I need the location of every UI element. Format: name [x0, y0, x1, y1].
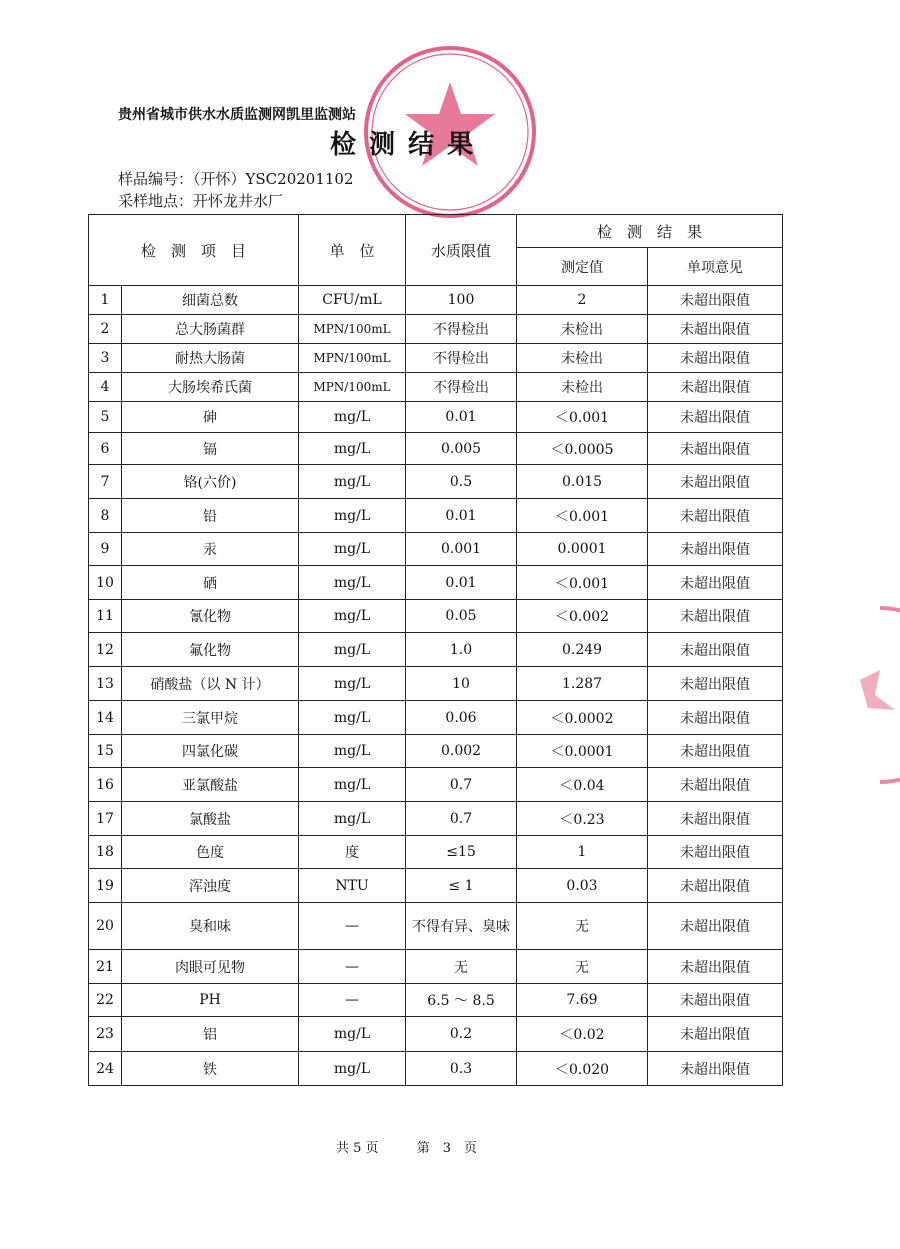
limit-value: 0.005 [406, 433, 517, 465]
opinion: 未超出限值 [648, 566, 783, 600]
row-number: 12 [89, 633, 122, 667]
opinion: 未超出限值 [648, 600, 783, 633]
limit-value: 0.01 [406, 402, 517, 433]
header-result-group: 检 测 结 果 [517, 215, 783, 248]
opinion: 未超出限值 [648, 836, 783, 869]
header-unit: 单 位 [299, 215, 406, 286]
measured-value: ＜0.0002 [517, 701, 648, 735]
unit: mg/L [299, 433, 406, 465]
unit: MPN/100mL [299, 344, 406, 373]
item-name: 肉眼可见物 [122, 950, 299, 984]
unit: MPN/100mL [299, 315, 406, 344]
limit-value: 10 [406, 667, 517, 701]
row-number: 1 [89, 286, 122, 315]
measured-value: 0.0001 [517, 533, 648, 566]
opinion: 未超出限值 [648, 735, 783, 768]
unit: mg/L [299, 499, 406, 533]
unit: mg/L [299, 633, 406, 667]
measured-value: 1.287 [517, 667, 648, 701]
item-name: 耐热大肠菌 [122, 344, 299, 373]
measured-value: ＜0.0001 [517, 735, 648, 768]
unit: mg/L [299, 1052, 406, 1086]
measured-value: ＜0.001 [517, 499, 648, 533]
measured-value: 无 [517, 903, 648, 950]
table-row [89, 566, 783, 600]
sampling-location: 采样地点：开怀龙井水厂 [118, 192, 284, 210]
opinion: 未超出限值 [648, 667, 783, 701]
row-number: 16 [89, 768, 122, 802]
row-number: 8 [89, 499, 122, 533]
unit: mg/L [299, 600, 406, 633]
opinion: 未超出限值 [648, 768, 783, 802]
table-row [89, 869, 783, 903]
organization-name: 贵州省城市供水水质监测网凯里监测站 [118, 107, 356, 123]
unit: NTU [299, 869, 406, 903]
item-name: 镉 [122, 433, 299, 465]
header-opinion: 单项意见 [648, 248, 783, 286]
measured-value: ＜0.23 [517, 802, 648, 836]
measured-value: 1 [517, 836, 648, 869]
opinion: 未超出限值 [648, 984, 783, 1017]
limit-value: 6.5 ～ 8.5 [406, 984, 517, 1017]
limit-value: 不得检出 [406, 344, 517, 373]
item-name: 三氯甲烷 [122, 701, 299, 735]
limit-value: 0.7 [406, 768, 517, 802]
measured-value: 无 [517, 950, 648, 984]
row-number: 24 [89, 1052, 122, 1086]
item-name: 氰化物 [122, 600, 299, 633]
measured-value: ＜0.002 [517, 600, 648, 633]
row-number: 14 [89, 701, 122, 735]
limit-value: ≤ 1 [406, 869, 517, 903]
row-number: 20 [89, 903, 122, 950]
item-name: 硒 [122, 566, 299, 600]
opinion: 未超出限值 [648, 533, 783, 566]
measured-value: ＜0.02 [517, 1017, 648, 1052]
item-name: 大肠埃希氏菌 [122, 373, 299, 402]
item-name: 铅 [122, 499, 299, 533]
item-name: 铬(六价) [122, 465, 299, 499]
item-name: 氯酸盐 [122, 802, 299, 836]
measured-value: ＜0.04 [517, 768, 648, 802]
limit-value: 0.2 [406, 1017, 517, 1052]
table-row [89, 533, 783, 566]
unit: mg/L [299, 465, 406, 499]
measured-value: 未检出 [517, 315, 648, 344]
measured-value: 7.69 [517, 984, 648, 1017]
unit: mg/L [299, 1017, 406, 1052]
row-number: 19 [89, 869, 122, 903]
unit: mg/L [299, 802, 406, 836]
limit-value: 0.002 [406, 735, 517, 768]
opinion: 未超出限值 [648, 869, 783, 903]
limit-value: 1.0 [406, 633, 517, 667]
current-page: 第 3 页 [416, 1141, 477, 1156]
limit-value: 100 [406, 286, 517, 315]
item-name: 铝 [122, 1017, 299, 1052]
limit-value: 0.5 [406, 465, 517, 499]
table-row [89, 667, 783, 701]
table-row [89, 633, 783, 667]
measured-value: ＜0.001 [517, 566, 648, 600]
item-name: 细菌总数 [122, 286, 299, 315]
measured-value: 0.249 [517, 633, 648, 667]
header-measured-value: 测定值 [517, 248, 648, 286]
table-row [89, 499, 783, 533]
limit-value: 不得有异、臭味 [406, 903, 517, 950]
opinion: 未超出限值 [648, 315, 783, 344]
opinion: 未超出限值 [648, 1017, 783, 1052]
item-name: 砷 [122, 402, 299, 433]
opinion: 未超出限值 [648, 286, 783, 315]
table-row [89, 903, 783, 950]
measured-value: ＜0.0005 [517, 433, 648, 465]
unit: — [299, 950, 406, 984]
opinion: 未超出限值 [648, 633, 783, 667]
opinion: 未超出限值 [648, 465, 783, 499]
unit: — [299, 984, 406, 1017]
limit-value: 无 [406, 950, 517, 984]
table-row [89, 950, 783, 984]
limit-value: 0.01 [406, 566, 517, 600]
row-number: 9 [89, 533, 122, 566]
table-row [89, 768, 783, 802]
opinion: 未超出限值 [648, 433, 783, 465]
table-row [89, 701, 783, 735]
row-number: 6 [89, 433, 122, 465]
item-name: 氟化物 [122, 633, 299, 667]
unit: MPN/100mL [299, 373, 406, 402]
row-number: 10 [89, 566, 122, 600]
measured-value: 0.03 [517, 869, 648, 903]
total-pages: 共 5 页 [336, 1141, 379, 1156]
unit: mg/L [299, 566, 406, 600]
item-name: 四氯化碳 [122, 735, 299, 768]
opinion: 未超出限值 [648, 903, 783, 950]
unit: mg/L [299, 667, 406, 701]
measured-value: 0.015 [517, 465, 648, 499]
limit-value: 不得检出 [406, 373, 517, 402]
edge-seal-stamp [820, 600, 900, 790]
limit-value: 不得检出 [406, 315, 517, 344]
opinion: 未超出限值 [648, 344, 783, 373]
table-row [89, 735, 783, 768]
unit: — [299, 903, 406, 950]
results-table [88, 214, 783, 1086]
row-number: 18 [89, 836, 122, 869]
limit-value: 0.001 [406, 533, 517, 566]
table-row [89, 984, 783, 1017]
row-number: 7 [89, 465, 122, 499]
measured-value: ＜0.001 [517, 402, 648, 433]
table-row [89, 1052, 783, 1086]
opinion: 未超出限值 [648, 402, 783, 433]
unit: CFU/mL [299, 286, 406, 315]
item-name: 汞 [122, 533, 299, 566]
row-number: 21 [89, 950, 122, 984]
measured-value: 未检出 [517, 373, 648, 402]
header-limit: 水质限值 [406, 215, 517, 286]
unit: mg/L [299, 768, 406, 802]
item-name: 臭和味 [122, 903, 299, 950]
row-number: 3 [89, 344, 122, 373]
limit-value: 0.01 [406, 499, 517, 533]
table-row [89, 1017, 783, 1052]
table-row [89, 373, 783, 402]
row-number: 11 [89, 600, 122, 633]
item-name: 铁 [122, 1052, 299, 1086]
item-name: 硝酸盐（以 N 计） [122, 667, 299, 701]
table-row [89, 600, 783, 633]
row-number: 17 [89, 802, 122, 836]
row-number: 13 [89, 667, 122, 701]
measured-value: 2 [517, 286, 648, 315]
item-name: 亚氯酸盐 [122, 768, 299, 802]
opinion: 未超出限值 [648, 802, 783, 836]
opinion: 未超出限值 [648, 499, 783, 533]
measured-value: ＜0.020 [517, 1052, 648, 1086]
unit: 度 [299, 836, 406, 869]
table-row [89, 286, 783, 315]
row-number: 22 [89, 984, 122, 1017]
limit-value: ≤15 [406, 836, 517, 869]
limit-value: 0.06 [406, 701, 517, 735]
table-row [89, 344, 783, 373]
page-footer [336, 1137, 511, 1156]
unit: mg/L [299, 735, 406, 768]
row-number: 23 [89, 1017, 122, 1052]
table-row [89, 465, 783, 499]
table-row [89, 802, 783, 836]
opinion: 未超出限值 [648, 950, 783, 984]
table-row [89, 402, 783, 433]
row-number: 15 [89, 735, 122, 768]
limit-value: 0.7 [406, 802, 517, 836]
opinion: 未超出限值 [648, 373, 783, 402]
page-title: 检 测 结 果 [330, 130, 476, 160]
item-name: 色度 [122, 836, 299, 869]
opinion: 未超出限值 [648, 1052, 783, 1086]
item-name: 总大肠菌群 [122, 315, 299, 344]
unit: mg/L [299, 701, 406, 735]
row-number: 4 [89, 373, 122, 402]
item-name: PH [122, 984, 299, 1017]
item-name: 浑浊度 [122, 869, 299, 903]
limit-value: 0.3 [406, 1052, 517, 1086]
row-number: 5 [89, 402, 122, 433]
opinion: 未超出限值 [648, 701, 783, 735]
table-row [89, 315, 783, 344]
limit-value: 0.05 [406, 600, 517, 633]
header-item: 检 测 项 目 [89, 215, 299, 286]
table-row [89, 836, 783, 869]
measured-value: 未检出 [517, 344, 648, 373]
unit: mg/L [299, 402, 406, 433]
row-number: 2 [89, 315, 122, 344]
sample-number: 样品编号：（开怀）YSC20201102 [118, 170, 354, 188]
unit: mg/L [299, 533, 406, 566]
table-row [89, 433, 783, 465]
